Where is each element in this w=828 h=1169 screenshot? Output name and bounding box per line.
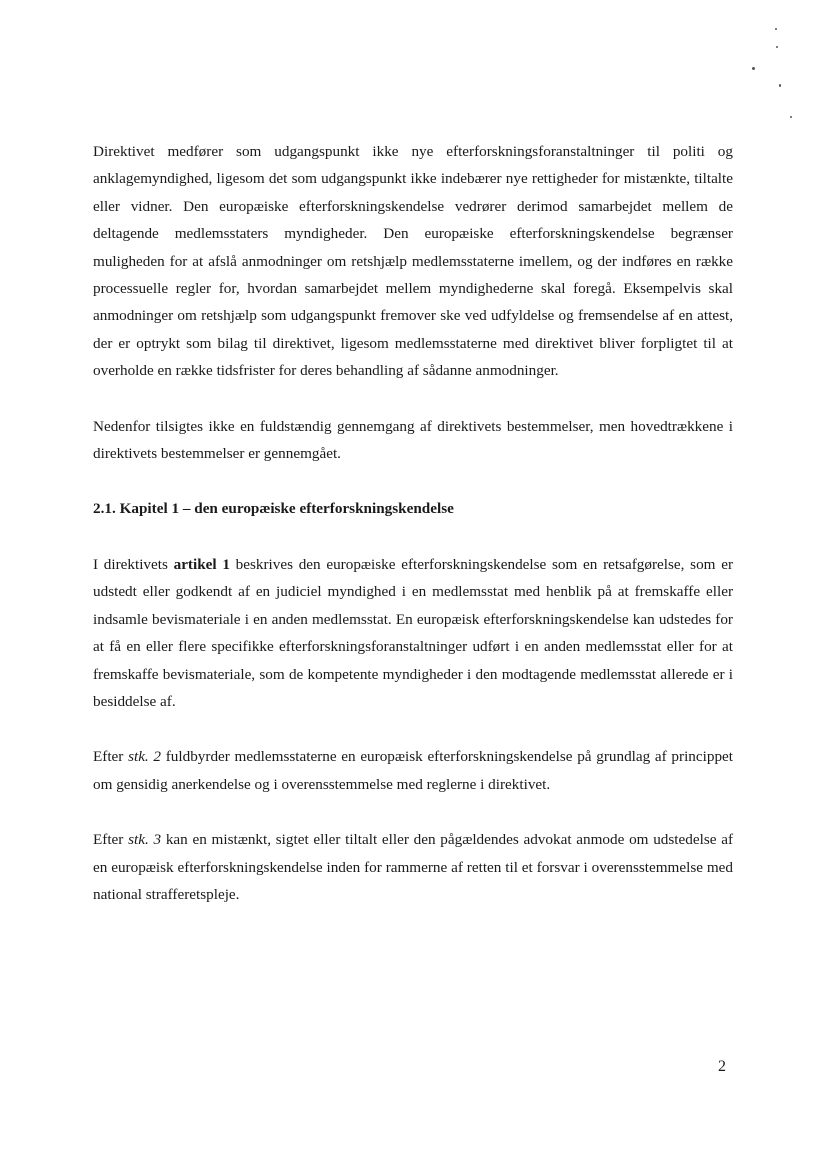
paragraph-intro: Direktivet medfører som udgangspunkt ikke nye efterforskningsforanstaltninger til politi og anklagemyndighed, ligesom det som udgangspunkt ikke indebærer nye rettigheder for mistænkte, tiltalte eller vidner. Den europæiske efterforskningskendelse vedrører derimod samarbejdet mellem de deltagende medlemsstaters myndigheder. Den europæiske efterforskningskendelse begrænser muligheden for at afslå anmodninger om retshjælp medlemsstaterne imellem, og der indføres en række processuelle regler for, hvordan samarbejdet mellem myndighederne skal foregå. Eksempelvis skal anmodninger om retshjælp som udgangspunkt fremover ske ved udfyldelse og fremsendelse af en attest, der er optrykt som bilag til direktivet, ligesom medlemsstaterne med direktivet bliver forpligtet til at overholde en række tidsfrister for deres behandling af sådanne anmodninger. xyxy=(93,143,733,380)
paragraph-gap xyxy=(93,467,733,495)
paragraph-text: I direktivets xyxy=(93,555,174,573)
paragraph-stk-2 xyxy=(93,743,733,798)
paragraph-gap xyxy=(93,385,733,413)
scan-speck xyxy=(752,67,755,70)
subsection-reference: stk. 3 xyxy=(128,831,162,849)
paragraph-text: kan en mistænkt, sigtet eller tiltalt eller den pågældendes advokat anmode om udstedelse af en europæisk efterforskningskendelse inden for rammerne af retten til et forsvar i overensstemmelse med national strafferetspleje. xyxy=(93,831,734,903)
paragraph-gap xyxy=(93,523,733,551)
paragraph-article-1 xyxy=(93,551,733,715)
document-body xyxy=(93,138,733,908)
scan-speck xyxy=(776,46,778,48)
scan-speck xyxy=(779,84,781,87)
paragraph-stk-3 xyxy=(93,826,733,908)
subsection-reference: stk. 2 xyxy=(128,748,162,766)
paragraph-text: fuldbyrder medlemsstaterne en europæisk efterforskningskendelse på grundlag af princippet om gensidig anerkendelse og i overensstemmelse med reglerne i direktivet. xyxy=(93,748,734,793)
page-number: 2 xyxy=(718,1058,726,1075)
scan-speck xyxy=(775,28,777,30)
scan-speck xyxy=(790,116,792,118)
section-heading: 2.1. Kapitel 1 – den europæiske efterforskningskendelse xyxy=(93,500,454,518)
paragraph-text: Efter xyxy=(93,748,129,766)
paragraph-gap xyxy=(93,798,733,826)
paragraph-gap xyxy=(93,715,733,743)
paragraph-text: Efter xyxy=(93,831,129,849)
article-reference: artikel 1 xyxy=(173,555,230,573)
paragraph-text: beskrives den europæiske efterforskningskendelse som en retsafgørelse, som er udstedt eller godkendt af en judiciel myndighed i en medlemsstat med henblik på at fremskaffe eller indsamle bevismateriale i en anden medlemsstat. En europæisk efterforskningskendelse kan udstedes for at få en eller flere specifikke efterforskningsforanstaltninger udført i en anden medlemsstat eller for at fremskaffe bevismateriale, som de kompetente myndigheder i den modtagende medlemsstat allerede er i besiddelse af. xyxy=(93,555,733,710)
paragraph-scope: Nedenfor tilsigtes ikke en fuldstændig gennemgang af direktivets bestemmelser, men hovedtrækkene i direktivets bestemmelser er gennemgået. xyxy=(93,417,733,463)
